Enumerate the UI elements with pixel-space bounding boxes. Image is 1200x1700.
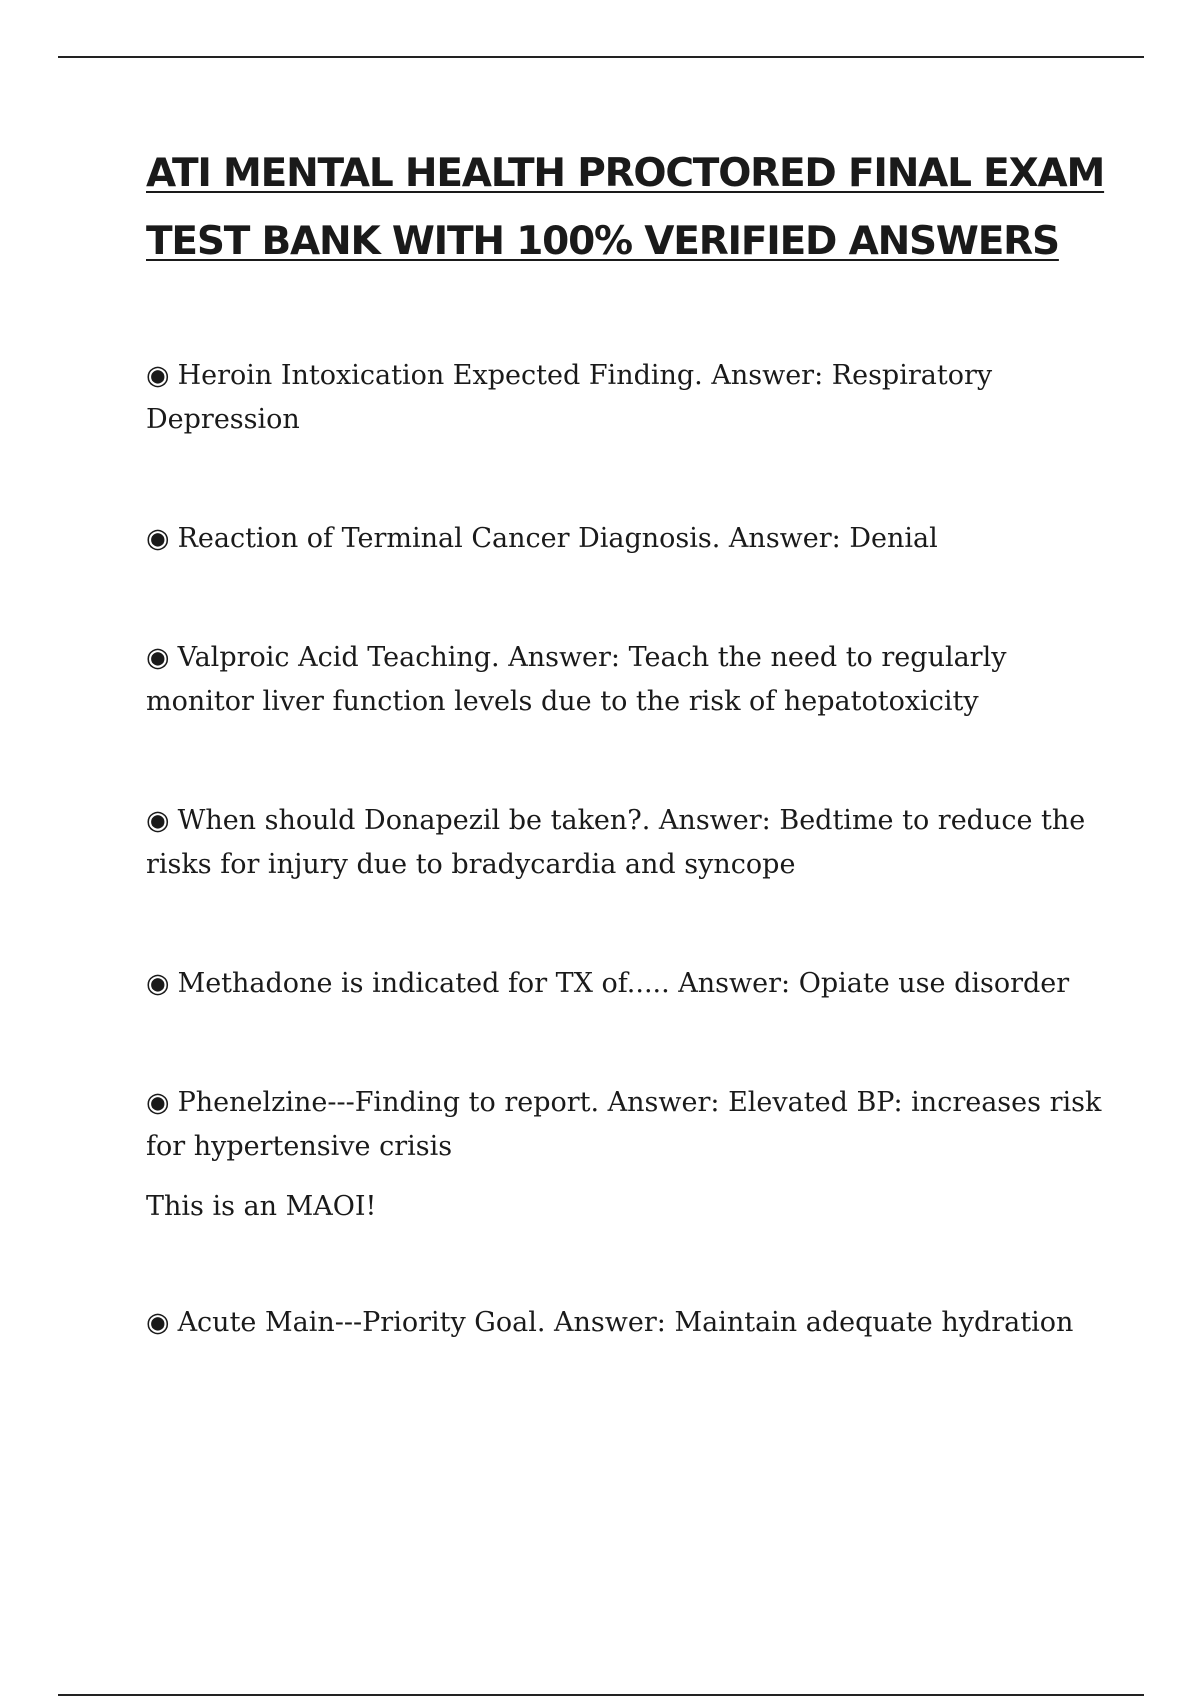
bullet-icon: ◉ xyxy=(146,968,170,999)
page-title: ATI MENTAL HEALTH PROCTORED FINAL EXAM TEST BANK WITH 100% VERIFIED ANSWERS xyxy=(146,151,1105,264)
bottom-rule xyxy=(58,1694,1144,1696)
qa-text: Methadone is indicated for TX of..... Answer: Opiate use disorder xyxy=(177,968,1070,999)
qa-item xyxy=(146,354,1106,442)
bullet-icon: ◉ xyxy=(146,805,170,836)
qa-item xyxy=(146,1081,1106,1229)
bullet-icon: ◉ xyxy=(146,1087,170,1118)
qa-item xyxy=(146,799,1106,887)
qa-text: Heroin Intoxication Expected Finding. Answer: Respiratory Depression xyxy=(146,360,993,435)
bullet-icon: ◉ xyxy=(146,360,170,391)
bullet-icon: ◉ xyxy=(146,642,170,673)
qa-list xyxy=(146,354,1106,1345)
qa-text: Phenelzine---Finding to report. Answer: Elevated BP: increases risk for hypertensive crisis xyxy=(146,1087,1102,1162)
qa-item xyxy=(146,962,1106,1006)
qa-text: Acute Main---Priority Goal. Answer: Maintain adequate hydration xyxy=(177,1307,1074,1338)
top-rule xyxy=(58,56,1144,58)
qa-text: When should Donapezil be taken?. Answer: Bedtime to reduce the risks for injury due to bradycardia and syncope xyxy=(146,805,1086,880)
qa-text: Valproic Acid Teaching. Answer: Teach the need to regularly monitor liver function levels due to the risk of hepatotoxicity xyxy=(146,642,1007,717)
qa-item xyxy=(146,636,1106,724)
qa-text: Reaction of Terminal Cancer Diagnosis. Answer: Denial xyxy=(177,523,938,554)
qa-note: This is an MAOI! xyxy=(146,1191,377,1222)
bullet-icon: ◉ xyxy=(146,523,170,554)
bullet-icon: ◉ xyxy=(146,1307,170,1338)
qa-item xyxy=(146,517,1106,561)
page-content xyxy=(146,140,1106,1345)
qa-item xyxy=(146,1301,1106,1345)
